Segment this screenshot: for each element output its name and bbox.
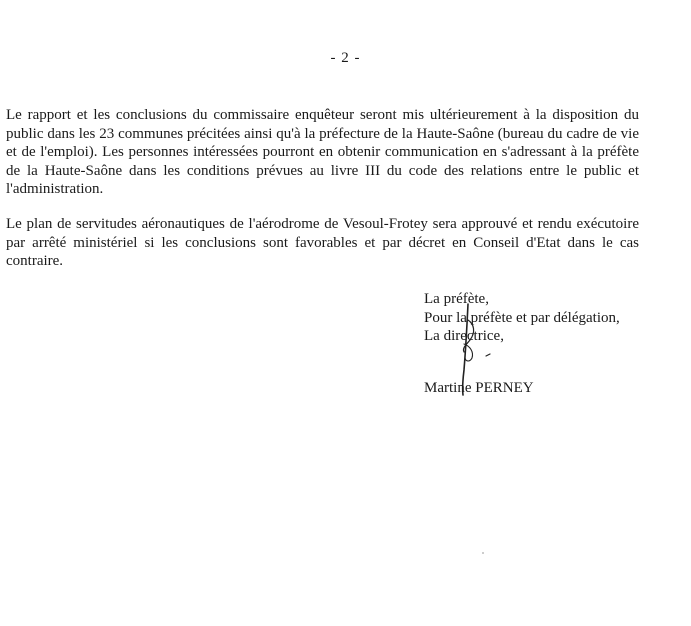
signature-block xyxy=(424,290,620,346)
scan-speck xyxy=(482,552,484,554)
paragraph-servitude-plan: Le plan de servitudes aéronautiques de l'aérodrome de Vesoul-Frotey sera approuvé et rendu exécutoire par arrêté ministériel si les conclusions sont favorables et par décret en Conseil d'Etat dans le cas contraire. xyxy=(6,216,639,269)
signature-title: La préfète, xyxy=(424,291,489,307)
signature-role: La directrice, xyxy=(424,328,504,344)
page-number: - 2 - xyxy=(330,50,361,66)
signatory-name: Martine PERNEY xyxy=(424,380,534,396)
paragraph-report-availability: Le rapport et les conclusions du commissaire enquêteur seront mis ultérieurement à la disposition du public dans les 23 communes précitées ainsi qu'à la préfecture de la Haute-Saône (bureau du cadre de vie et de l'emploi). Les personnes intéressées pourront en obtenir communication en s'adressant à la préfète de la Haute-Saône dans les conditions prévues au livre III du code des relations entre le public et l'administration. xyxy=(6,107,639,197)
signature-delegation: Pour la préfète et par délégation, xyxy=(424,309,620,326)
